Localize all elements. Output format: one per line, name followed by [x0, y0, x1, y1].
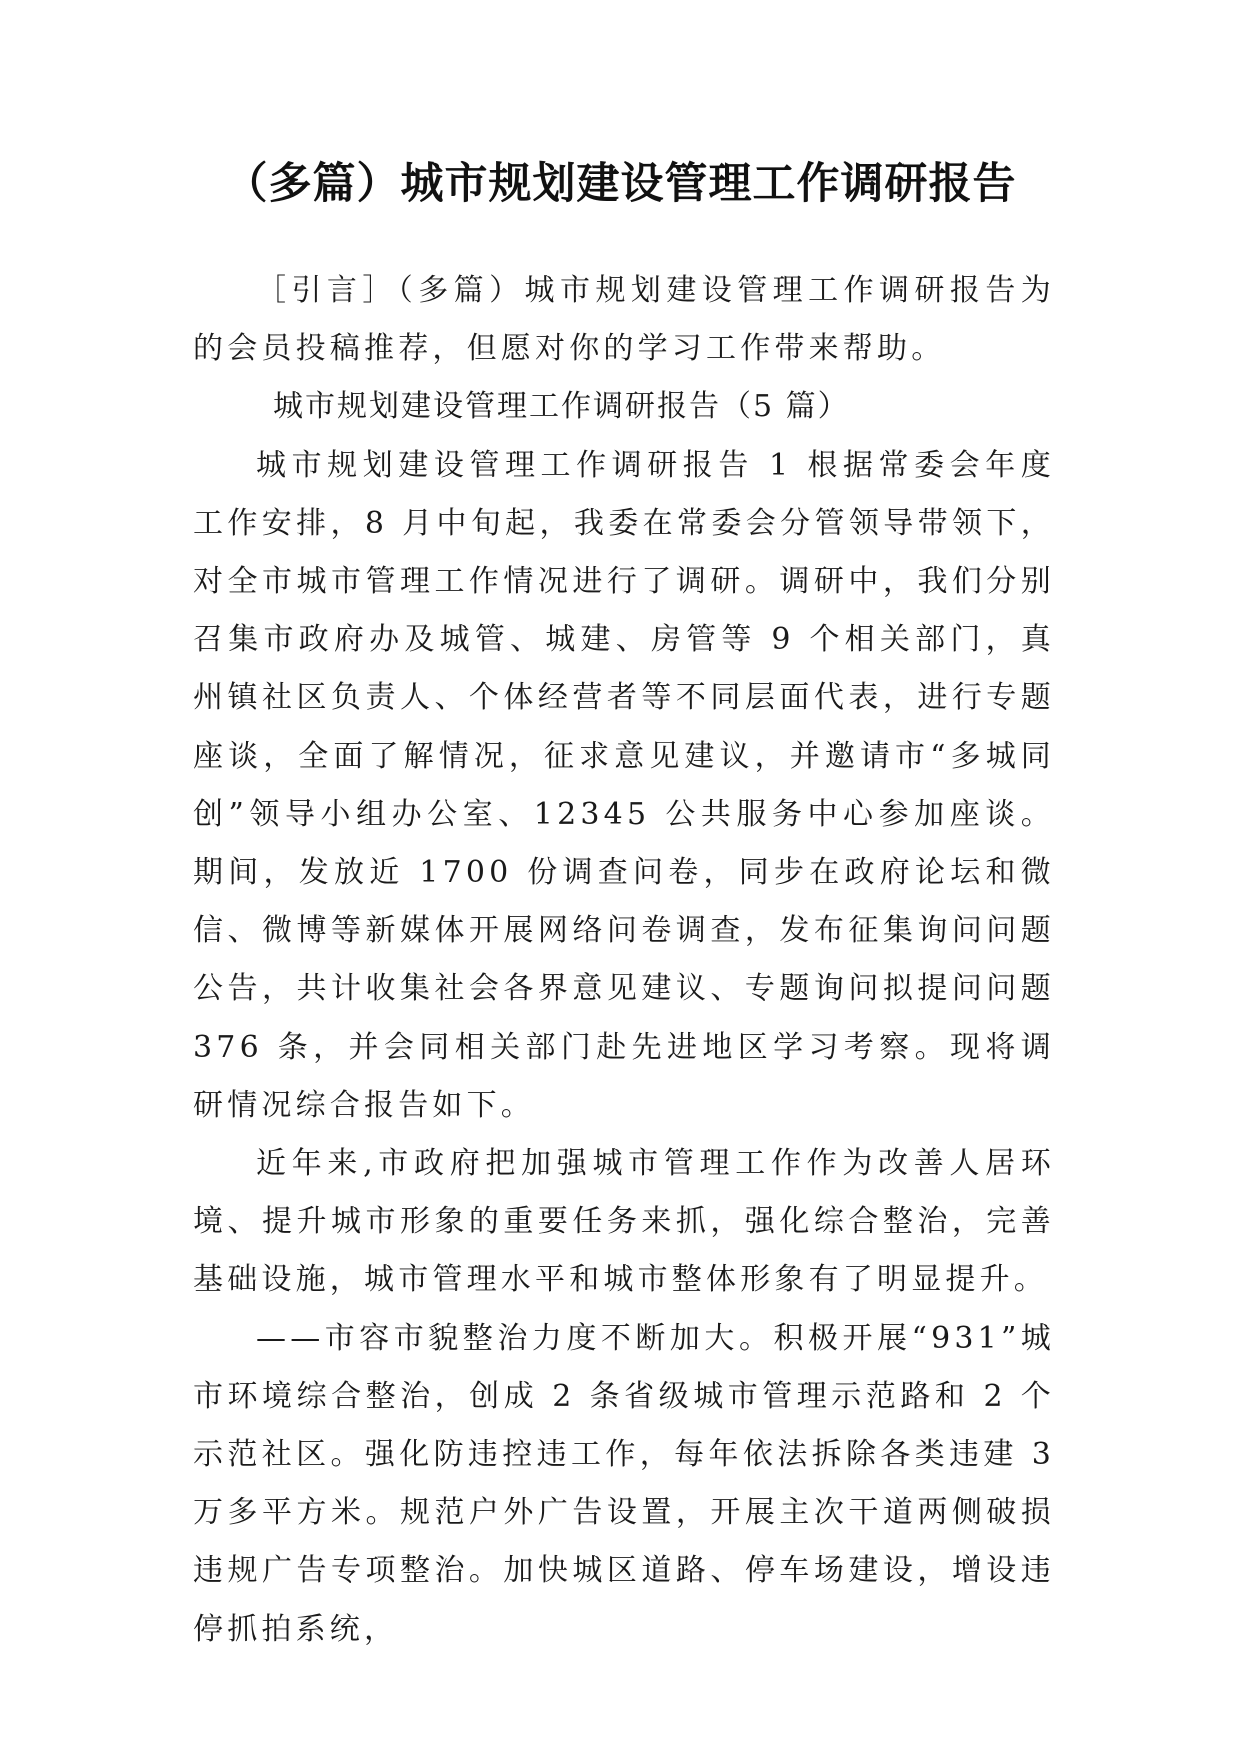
document-subtitle: 城市规划建设管理工作调研报告（5 篇）	[273, 389, 850, 425]
document-title: （多篇）城市规划建设管理工作调研报告	[224, 159, 1017, 209]
intro-paragraph: ［引言］（多篇）城市规划建设管理工作调研报告为的会员投稿推荐，但愿对你的学习工作带来帮助。	[193, 273, 1055, 367]
body-paragraph: 城市规划建设管理工作调研报告 1 根据常委会年度工作安排，8 月中旬起，我委在常委会分管领导带领下，对全市城市管理工作情况进行了调研。调研中，我们分别召集市政府办及城管、城建、房管等 9 个相关部门，真州镇社区负责人、个体经营者等不同层面代表，进行专题座谈，全面了解情况，征求意见建议，并邀请市“多城同创”领导小组办公室、12345 公共服务中心参加座谈。期间，发放近 1700 份调查问卷，同步在政府论坛和微信、微博等新媒体开展网络问卷调查，发布征集询问问题公告，共计收集社会各界意见建议、专题询问拟提问问题 376 条，并会同相关部门赴先进地区学习考察。现将调研情况综合报告如下。	[193, 447, 1055, 1123]
document-body	[193, 262, 1055, 1659]
body-paragraph: ——市容市貌整治力度不断加大。积极开展“931”城市环境综合整治，创成 2 条省级城市管理示范路和 2 个示范社区。强化防违控违工作，每年依法拆除各类违建 3 万多平方米。规范户外广告设置，开展主次干道两侧破损违规广告专项整治。加快城区道路、停车场建设，增设违停抓拍系统，	[193, 1320, 1055, 1647]
body-paragraph: 近年来,市政府把加强城市管理工作作为改善人居环境、提升城市形象的重要任务来抓，强化综合整治，完善基础设施，城市管理水平和城市整体形象有了明显提升。	[193, 1146, 1055, 1298]
